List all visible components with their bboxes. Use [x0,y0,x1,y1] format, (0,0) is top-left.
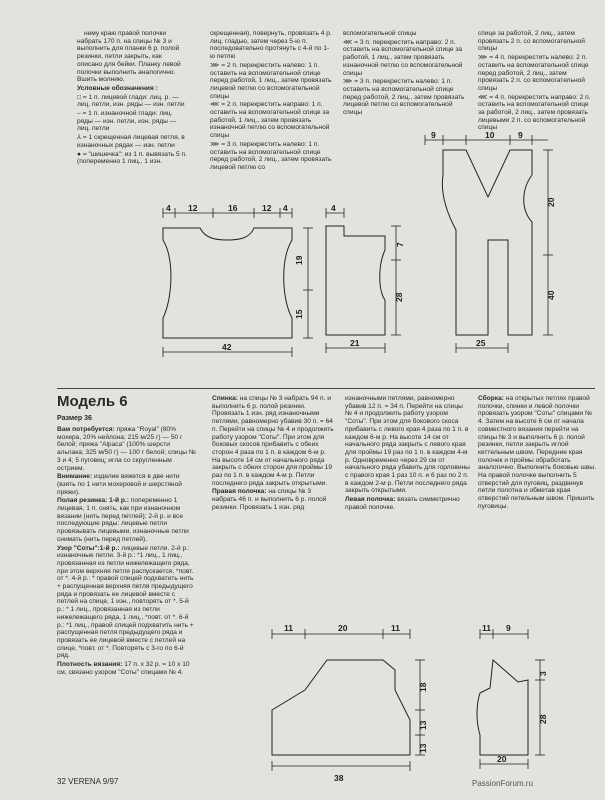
legend-item: ⅄ = 1 скрещенная лицевая петля, в изнаночных рядах — изн. петли [77,134,185,149]
vest-back-outline [272,660,410,755]
legend-item: вспомогательной спицы [343,30,417,37]
paragraph: Внимание: изделие вяжется в две нити (взять по 1 нити мохеровой и шерстяной пряжи). [57,473,182,496]
model-title: Модель 6 [57,393,128,410]
paragraph: Узор "Соты":1-й р.: лицевые петли. 2-й р.: изнаночные петли. 3-й р.: *1 лиц., 1 лиц., провязанная из петли нижележащего ряда, при этом верхняя петля распускается, *повт. от *. 4-й р.: * правой спицей подхватить нить + распущенная верхняя петля предыдущего ряда и провязать ее лицевой вместе с петлей на спице, 1 изн., повторять от *. 5-й р.: * 1 лиц., провязанная из петли нижележащего ряда, 1 лиц., *повт. от *. 6-й р.: *1 лиц., правой спицей подхватить нить + распущенная петля предыдущего ряда и провязать ее лицевой вместе с петлей на спице, *повт. от *. Повторять с 3-го по 6-й ряд. [57,544,194,660]
dim-label: 42 [222,342,232,352]
legend-item: ⋘ = 4 п. перекрестить направо: 2 п. оставить на вспомогательной спице за работой, 2 лиц., затем провязать лицевыми 2 п. со вспомогательной спицы [478,93,591,132]
paragraph: Сборка: на открытых петлях правой полочки, спинки и левой полочки провязать узором "Соты" спицами № 4. Затем на высоте 6 см от начала совместного вязания перейти на спицы № 3 и выполнить 6 р. полой резинки, петли закрыть иглой кеттельным швом. Передние края полочек и проймы обработать аналогично. Выполнить боковые швы. На правой полочке выполнить 5 отверстий для пуговиц, раздвинув петли полотна и обметав края отверстий петельным швом. Пришить пуговицы. [478,395,596,510]
paragraph: Спинка: на спицы № 3 набрать 94 п. и выполнить 6 р. полой резинки. Провязать 1 изн. ряд изнаночными петлями, равномерно убавив 30 п. = 64 п. Перейти на спицы № 4 и продолжить работу узором "Соты". При этом для боковых скосов прибавить с обеих сторон 4 раза по 1 п. в каждом 6-м р. На высоте 14 см от начального ряда закрыть с обеих сторон для проймы 19 раз по 1 п. в каждом 4-м р. Петли последнего ряда закрыть открытыми. [212,395,334,487]
dim-label: 10 [485,130,495,140]
vest-front-outline [477,660,528,755]
dim-label: 19 [294,255,304,265]
dim-label: 40 [546,290,556,300]
dim-label: 9 [506,623,511,633]
dim-label: 20 [546,197,556,207]
legend-item: ⋘ = 3 п. перекрестить направо: 2 п. оставить на вспомогательной спице за работой, 1 лиц., затем провязать изнаночной петлю со вспомогательной спицы [343,38,463,77]
dim-label: 13 [418,743,428,753]
legend-item: □ = 1 п. лицевой глади: лиц. р. — лиц. петли, изн. ряды — изн. петли [77,93,185,109]
dim-label: 12 [262,203,272,213]
legend-item: ⋙ = 3 п. перекрестить налево: 1 п. оставить на вспомогательной спице перед работой, 2 лиц., затем провязать лицевой петлю со [210,140,332,171]
legend-heading: Условные обозначения : [77,84,158,92]
legend-item: скрещенная), повернуть, провязать 4 р. лиц. гладью, затем через 5-ю п. последовательно протянуть с 4-й по 1-ю петлю [210,30,332,61]
dim-label: 12 [188,203,198,213]
dim-label: 9 [431,130,436,140]
paragraph: Полая резинка: 1-й р.: попеременно 1 лицевая, 1 п. снять, как при изнаночном вязании (нить перед петлей); 2-й р. и все последующие ряды: лицевые петли провязывать лицевыми, изнаночные петли снимать (нить перед петлей). [57,497,189,543]
page-footer: 32 VERENA 9/97 [57,777,119,786]
dim-label: 4 [331,203,336,213]
dim-label: 20 [497,754,507,764]
dim-label: 7 [395,242,405,247]
dim-label: 21 [350,338,360,348]
legend-item: ⋙ = 2 п. перекрестить налево: 1 п. оставить на вспомогательной спице перед работой, 1 лиц., затем провязать лицевой петлю со вспомогательной спицы [210,61,332,100]
paragraph: нему краю правой полочки набрать 170 п. на спицы № 3 и выполнить для планки 6 р. полой резинки, петли закрыть, как описано для бейки. Планку левой полочки выполнить аналогично. Вшить молнию. [77,30,181,84]
legend-item: – = 1 п. изнаночной глади: лиц. ряды — изн. петли, изн. ряды — лиц. петли [77,110,177,133]
legend-item: ⋙ = 3 п. перекрестить налево: 1 п. оставить на вспомогательной спице перед работой, 2 лиц., затем провязать лицевой петлю со вспомогательной спицы [343,78,465,117]
dim-label: 16 [228,203,238,213]
paragraph: изнаночными петлями, равномерно убавив 12 п. = 34 п. Перейти на спицы № 4 и продолжить работу узором "Соты". При этом для бокового скоса прибавить с левого края 4 раза по 1 п. в каждом 6-м р. На высоте 14 см от начального ряда закрыть с левого края для проймы 19 раз по 1 п. в каждом 4-м р. Одновременно через 29 см от начального ряда убавить для горловины с правого края 1 раз 10 п. и 6 раз по 2 п. в каждом 2-м р. Петли последнего ряда закрыть открытыми. [345,395,470,495]
watermark: PassionForum.ru [472,779,533,788]
dim-label: 11 [482,623,491,633]
dim-label: 4 [283,203,288,213]
dim-label: 28 [538,714,548,724]
legend-item: ⋙ = 4 п. перекрестить налево: 2 п. оставить на вспомогательной спице перед работой, 2 лиц., затем провязать 2 п. со вспомогательной спицы [478,54,589,92]
dim-label: 11 [284,623,293,633]
dim-label: 15 [294,309,304,319]
legend-item: спице за работой, 2 лиц., затем провязать 2 п. со вспомогательной спицы [478,30,585,53]
dim-label: 11 [391,623,400,633]
dim-label: 20 [338,623,348,633]
legend-item: ● = "шишечка": из 1 п. вывязать 5 п. (попеременно 1 лиц., 1 изн. [77,150,187,166]
dim-label: 3 [538,671,548,676]
dim-label: 28 [394,292,404,302]
dim-label: 13 [418,720,428,730]
paragraph: Правая полочка: на спицы № 3 набрать 46 п. и выполнить 6 р. полой резинки. Провязать 1 изн. ряд [212,488,327,511]
dim-label: 25 [476,338,486,348]
dim-label: 4 [166,203,171,213]
paragraph: Левая полочка: вязать симметрично правой полочке. [345,496,460,511]
dim-label: 38 [334,773,344,783]
dim-label: 9 [518,130,523,140]
legend-item: ⋘ = 2 п. перекрестить направо: 1 п. оставить на вспомогательной спице за работой, 1 лиц., затем провязать изнаночной петлю со вспомогательной спицы [210,101,330,140]
paragraph: Плотность вязания: 17 п. x 32 р. = 10 x 10 см, связано узором "Соты" спицами № 4. [57,661,190,676]
dim-label: 18 [418,682,428,692]
model-size: Размер 36 [57,415,92,422]
paragraph: Вам потребуется: пряжа "Royal" (80% мохера, 20% нейлона; 215 м/25 г) — 50 г белой; пряжа "Alpaca" (100% шерсти альпака; 325 м/50 г) — 100 г белой; спицы № 3 и 4; 5 пуговиц; иглa со скругленным острием. [57,426,196,472]
